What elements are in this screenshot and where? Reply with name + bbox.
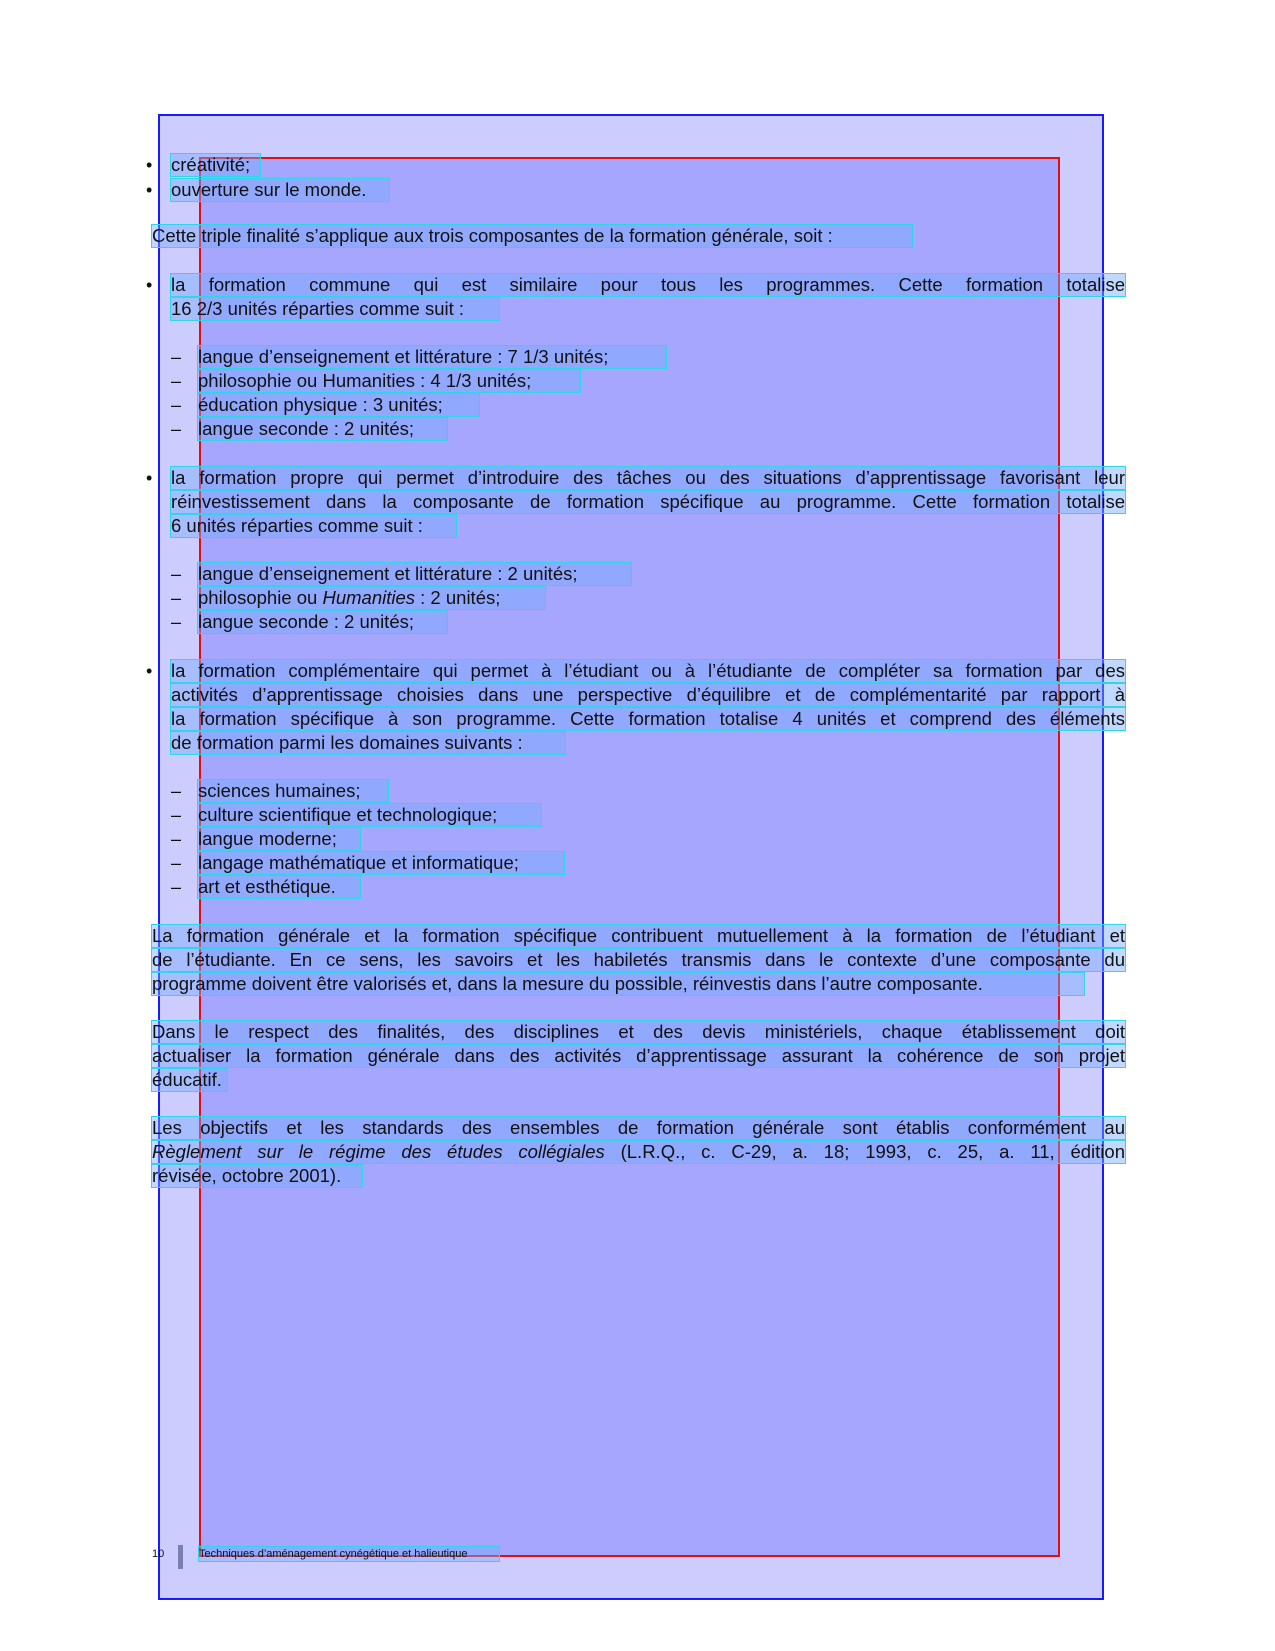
bullet-icon: • [146,468,153,488]
commune-item: philosophie ou Humanities : 4 1/3 unités; [198,370,580,392]
complementaire-line-1: la formation complémentaire qui permet à l’étudiant ou à l’étudiante de compléter sa formation par des [171,660,1125,681]
propre-item-text: : 2 unités; [415,587,501,608]
commune-item: langue d’enseignement et littérature : 7 1/3 unités; [198,346,666,368]
complementaire-item: sciences humaines; [198,780,388,802]
dash-icon: – [171,805,182,825]
bullet-item-ouverture: ouverture sur le monde. [171,179,389,201]
page-number: 10 [152,1548,165,1560]
bullet-icon: • [146,275,153,295]
para1-line-3: programme doivent être valorisés et, dans la mesure du possible, réinvestis dans l’autre composante. [152,973,1084,995]
dash-icon: – [171,564,182,584]
dash-icon: – [171,612,182,632]
dash-icon: – [171,877,182,897]
propre-item-emphasis: Humanities [322,587,416,608]
complementaire-line-3: la formation spécifique à son programme. Cette formation totalise 4 unités et comprend des éléments [171,708,1125,729]
dash-icon: – [171,588,182,608]
complementaire-line-2: activités d’apprentissage choisies dans une perspective d’équilibre et de complémentarité par rapport à [171,684,1125,705]
para1-line-1: La formation générale et la formation spécifique contribuent mutuellement à la formation de l’étudiant et [152,925,1125,946]
dash-icon: – [171,395,182,415]
propre-item-text: philosophie ou [198,587,323,608]
dash-icon: – [171,419,182,439]
propre-line-3: 6 unités réparties comme suit : [171,515,456,537]
para2-line-2: actualiser la formation générale dans des activités d’apprentissage assurant la cohérence de son projet [152,1045,1125,1066]
complementaire-item: culture scientifique et technologique; [198,804,541,826]
commune-line-1: la formation commune qui est similaire pour tous les programmes. Cette formation totalise [171,274,1125,295]
dash-icon: – [171,829,182,849]
para2-line-1: Dans le respect des finalités, des disciplines et des devis ministériels, chaque établissement doit [152,1021,1125,1042]
para3-line-1: Les objectifs et les standards des ensembles de formation générale sont établis conformément au [152,1117,1125,1138]
regulation-citation: (L.R.Q., c. C-29, a. 18; 1993, c. 25, a. 11, édition [604,1141,1125,1162]
dash-icon: – [171,371,182,391]
propre-line-2: réinvestissement dans la composante de formation spécifique au programme. Cette formation totalise [171,491,1125,512]
dash-icon: – [171,853,182,873]
complementaire-item: langue moderne; [198,828,360,850]
bullet-icon: • [146,155,153,175]
para2-line-3: éducatif. [152,1069,227,1091]
footer-title: Techniques d’aménagement cynégétique et halieutique [199,1547,499,1561]
dash-icon: – [171,347,182,367]
bullet-icon: • [146,180,153,200]
commune-line-2: 16 2/3 unités réparties comme suit : [171,298,499,320]
bullet-icon: • [146,661,153,681]
bullet-item-creativite: créativité; [171,154,260,176]
propre-item [198,587,545,609]
para3-line-2 [152,1141,1125,1163]
commune-item: langue seconde : 2 unités; [198,418,447,440]
intro-sentence: Cette triple finalité s’applique aux trois composantes de la formation générale, soit : [152,225,912,247]
commune-item: éducation physique : 3 unités; [198,394,479,416]
complementaire-item: langage mathématique et informatique; [198,852,564,874]
propre-item: langue seconde : 2 unités; [198,611,447,633]
para1-line-2: de l’étudiante. En ce sens, les savoirs et les habiletés transmis dans le contexte d’une composante du [152,949,1125,970]
propre-item: langue d’enseignement et littérature : 2 unités; [198,563,631,585]
para3-line-3: révisée, octobre 2001). [152,1165,362,1187]
complementaire-item: art et esthétique. [198,876,360,898]
regulation-title: Règlement sur le régime des études collégiales [152,1141,605,1162]
propre-line-1: la formation propre qui permet d’introduire des tâches ou des situations d’apprentissage favorisant leur [171,467,1125,488]
complementaire-line-4: de formation parmi les domaines suivants : [171,732,565,754]
dash-icon: – [171,781,182,801]
footer-divider [178,1545,183,1569]
